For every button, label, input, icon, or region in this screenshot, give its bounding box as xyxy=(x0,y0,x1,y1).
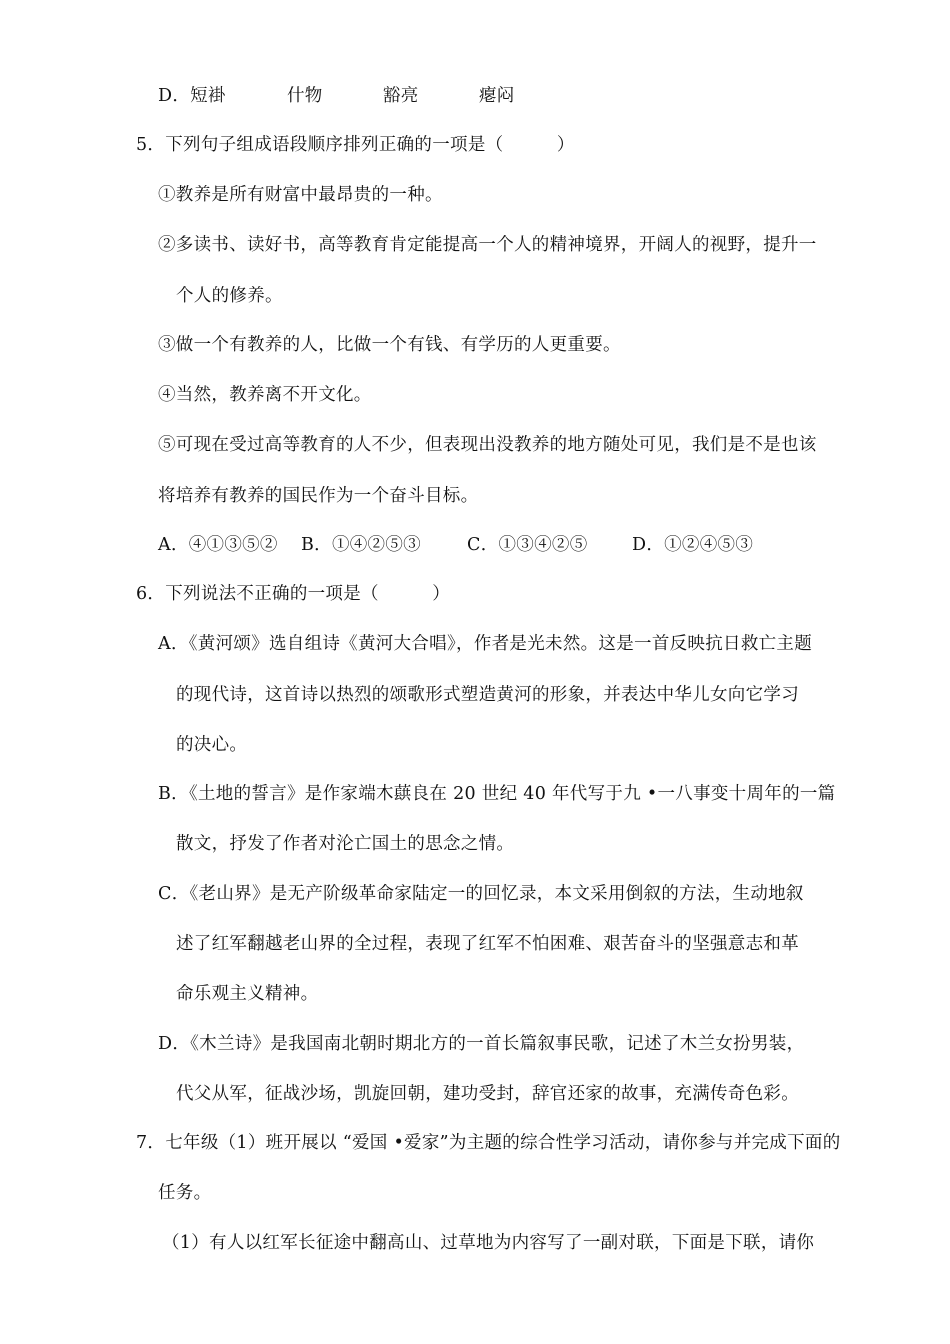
q5-choice-a: A．④①③⑤② xyxy=(158,535,278,555)
q6-option-b-line1: B．《土地的誓言》是作家端木蕻良在 20 世纪 40 年代写于九 •一八事变十周年的一篇 xyxy=(158,784,836,804)
q4-option-d-word3: 豁亮 xyxy=(383,86,419,106)
q5-choice-b: B．①④②⑤③ xyxy=(301,535,421,555)
q6-option-b-line2: 散文，抒发了作者对沦亡国土的思念之情。 xyxy=(176,834,515,854)
q5-sentence-3: ③做一个有教养的人，比做一个有钱、有学历的人更重要。 xyxy=(158,335,621,355)
q6-option-a-line2: 的现代诗，这首诗以热烈的颂歌形式塑造黄河的形象，并表达中华儿女向它学习 xyxy=(176,685,799,705)
q6-option-d-line2: 代父从军，征战沙场，凯旋回朝，建功受封，辞官还家的故事，充满传奇色彩。 xyxy=(176,1084,799,1104)
q5-stem: 5．下列句子组成语段顺序排列正确的一项是（ ） xyxy=(136,135,575,155)
q4-option-d xyxy=(158,84,515,108)
q6-option-d-line1: D．《木兰诗》是我国南北朝时期北方的一首长篇叙事民歌，记述了木兰女扮男装， xyxy=(158,1034,805,1054)
q7-subquestion-1: （1）有人以红军长征途中翻高山、过草地为内容写了一副对联，下面是下联，请你 xyxy=(162,1233,815,1253)
q5-sentence-2b: 个人的修养。 xyxy=(176,286,283,306)
q5-sentence-1: ①教养是所有财富中最昂贵的一种。 xyxy=(158,185,443,205)
q5-choice-d: D．①②④⑤③ xyxy=(632,535,754,555)
q7-stem-line2: 任务。 xyxy=(158,1183,212,1203)
q6-option-a-line1: A．《黄河颂》选自组诗《黄河大合唱》，作者是光未然。这是一首反映抗日救亡主题 xyxy=(158,634,813,654)
q5-sentence-5a: ⑤可现在受过高等教育的人不少，但表现出没教养的地方随处可见，我们是不是也该 xyxy=(158,435,817,455)
q5-sentence-2a: ②多读书、读好书，高等教育肯定能提高一个人的精神境界，开阔人的视野，提升一 xyxy=(158,235,817,255)
q6-stem: 6．下列说法不正确的一项是（ ） xyxy=(136,584,451,604)
q4-option-d-label: D．短褂 xyxy=(158,86,226,106)
q7-stem-line1: 7．七年级（1）班开展以 “爱国 •爱家”为主题的综合性学习活动，请你参与并完成下面的 xyxy=(136,1133,841,1153)
q5-choices xyxy=(158,533,753,557)
q6-option-c-line3: 命乐观主义精神。 xyxy=(176,984,319,1004)
q5-choice-c: C．①③④②⑤ xyxy=(467,535,588,555)
q5-sentence-5b: 将培养有教养的国民作为一个奋斗目标。 xyxy=(158,486,479,506)
q6-option-c-line2: 述了红军翻越老山界的全过程，表现了红军不怕困难、艰苦奋斗的坚强意志和革 xyxy=(176,934,799,954)
q6-option-c-line1: C．《老山界》是无产阶级革命家陆定一的回忆录，本文采用倒叙的方法，生动地叙 xyxy=(158,884,804,904)
q6-option-a-line3: 的决心。 xyxy=(176,735,248,755)
q4-option-d-word4: 瘪闷 xyxy=(479,86,515,106)
q4-option-d-word2: 什物 xyxy=(287,86,323,106)
q5-sentence-4: ④当然，教养离不开文化。 xyxy=(158,385,372,405)
